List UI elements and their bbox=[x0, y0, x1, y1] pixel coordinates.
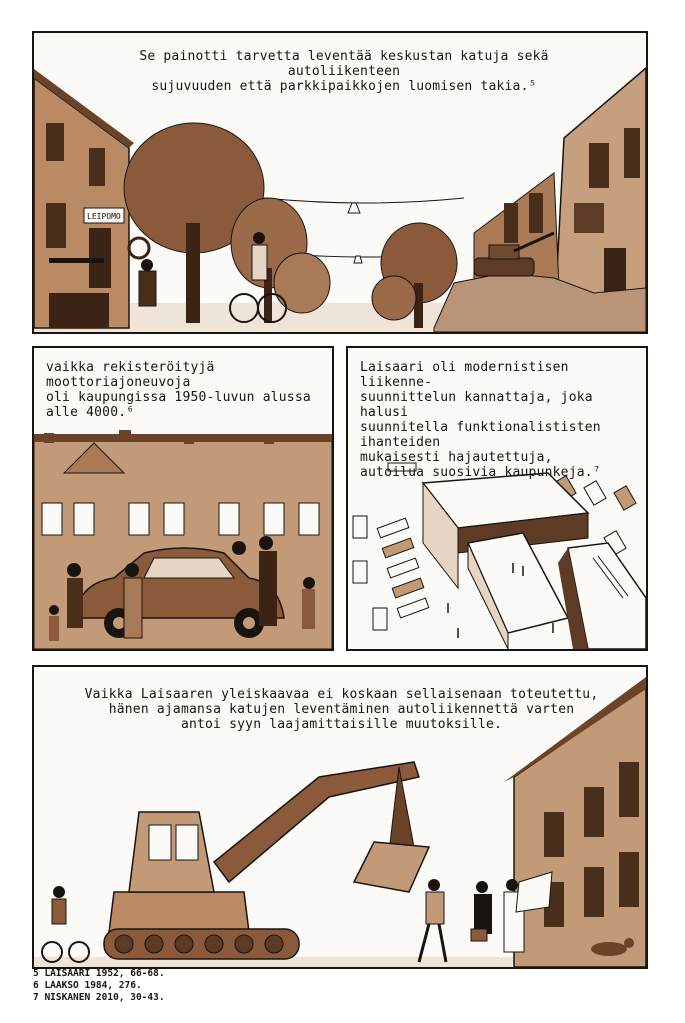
panel-4-caption: Vaikka Laisaaren yleiskaavaa ei koskaan sellaisenaan toteutettu, hänen ajamansa katujen leventäminen autoliikennettä varten antoi syyn laajamittaisille muutoksille. bbox=[84, 687, 599, 732]
footnote-6: 6 LAAKSO 1984, 276. bbox=[33, 980, 142, 991]
panel-1-caption: Se painotti tarvetta leventää keskustan katuja sekä autoliikenteen sujuvuuden että parkkipaikkojen luomisen takia.⁵ bbox=[139, 49, 549, 94]
footnotes bbox=[33, 968, 165, 1004]
modernist-buildings bbox=[423, 473, 646, 649]
comic-panel-2 bbox=[32, 346, 334, 651]
footnote-5: 5 LAISAARI 1952, 66-68. bbox=[33, 968, 165, 979]
bakery-sign: LEIPOMO bbox=[87, 212, 121, 221]
child-with-bicycle bbox=[42, 886, 89, 962]
trees bbox=[124, 123, 457, 328]
comic-panel-3 bbox=[346, 346, 648, 651]
comic-panel-4 bbox=[32, 665, 648, 969]
panel-3-caption: Laisaari oli modernistisen liikenne- suunnittelun kannattaja, joka halusi suunnitella funktionalististen ihanteiden mukaisesti hajautettuja, autoilua suosivia kaupunkeja.⁷ bbox=[360, 360, 601, 480]
footnote-7: 7 NISKANEN 2010, 30-43. bbox=[33, 992, 165, 1003]
comic-panel-1 bbox=[32, 31, 648, 334]
excavator bbox=[104, 762, 429, 959]
panel-2-caption: vaikka rekisteröityjä moottoriajoneuvoja oli kaupungissa 1950-luvun alussa alle 4000.⁶ bbox=[46, 360, 311, 420]
